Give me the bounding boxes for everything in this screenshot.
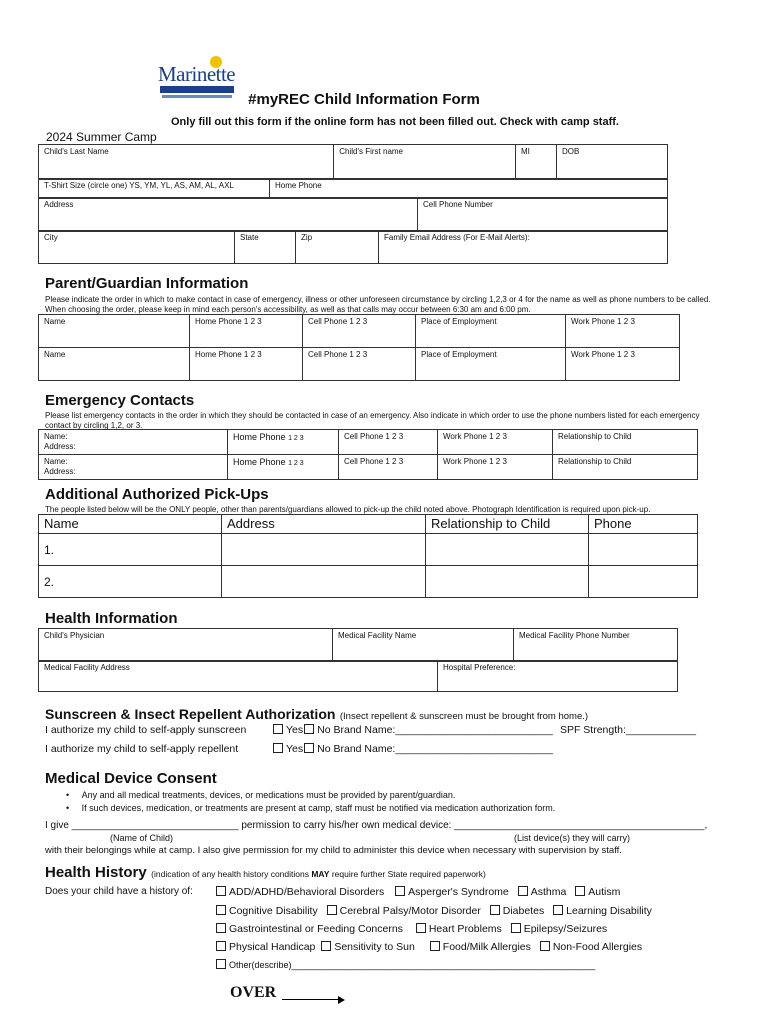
autism-checkbox[interactable] [575,886,585,896]
learning-disability-label: Learning Disability [566,905,652,917]
cognitive-checkbox[interactable] [216,905,226,915]
asperger-checkbox[interactable] [395,886,405,896]
non-food-allergies-label: Non-Food Allergies [552,941,643,953]
logo-text: Marinette [158,62,236,86]
tshirt-size-field[interactable]: T-Shirt Size (circle one) YS, YM, YL, AS, AM, AL, AXL [39,179,270,199]
arrow-right-icon [338,996,345,1004]
i-give-label: I give [45,820,69,831]
other-blank[interactable]: ____________________________________________________ [291,959,596,971]
zip-field[interactable]: Zip [296,231,379,264]
sunscreen-no-checkbox[interactable] [304,724,314,734]
repellent-label: I authorize my child to self-apply repellent [45,743,239,755]
parent1-home-phone-field[interactable]: Home Phone 1 2 3 [190,315,303,348]
history-row-3 [216,923,607,935]
asthma-label: Asthma [530,886,567,898]
city-field[interactable]: City [39,231,235,264]
cerebral-palsy-label: Cerebral Palsy/Motor Disorder [339,905,481,917]
pickup1-address-field[interactable] [222,534,426,566]
history-question: Does your child have a history of: [45,886,193,897]
device-heading: Medical Device Consent [45,770,217,787]
camp-label: 2024 Summer Camp [46,130,157,144]
child-last-name-field[interactable]: Child's Last Name [39,145,334,180]
child-mi-field[interactable]: MI [516,145,557,180]
parent1-cell-phone-field[interactable]: Cell Phone 1 2 3 [303,315,416,348]
sunscreen-line [45,724,696,736]
emergency1-cell-phone-field[interactable]: Cell Phone 1 2 3 [339,430,438,455]
history-heading-row [45,864,486,882]
device-caption: (List device(s) they will carry) [514,833,631,843]
device-bullet-1: • Any and all medical treatments, devices, or medications must be provided by parent/guardian. [66,790,456,800]
pickup2-relationship-field[interactable] [426,566,589,598]
emergency-instructions: Please list emergency contacts in the order in which they should be contacted in case of an emergency. Also indicate in which order to use the phone numbers listed for each emergency contact by circling 1,2, or 3. [45,411,700,430]
history-row-4 [216,941,642,953]
form-note: Only fill out this form if the online form has not been filled out. Check with camp staff. [171,116,619,128]
spf-blank[interactable]: ____________ [625,724,696,736]
sun-sensitivity-label: Sensitivity to Sun [334,941,415,953]
heart-checkbox[interactable] [416,923,426,933]
facility-phone-field[interactable]: Medical Facility Phone Number [514,629,678,662]
pickups-header-relationship: Relationship to Child [426,515,589,534]
name-caption: (Name of Child) [110,833,174,843]
emergency1-name-field[interactable]: Name: Address: [39,430,228,455]
child-info-table [38,144,668,180]
pickups-header-address: Address [222,515,426,534]
epilepsy-label: Epilepsy/Seizures [523,923,608,935]
autism-label: Autism [588,886,621,898]
repellent-brand-blank[interactable]: ___________________________ [395,743,554,755]
sunscreen-label: I authorize my child to self-apply sunscreen [45,724,247,736]
pickup2-name-field[interactable]: 2. [39,566,222,598]
pickup2-address-field[interactable] [222,566,426,598]
asthma-checkbox[interactable] [518,886,528,896]
parent1-employment-field[interactable]: Place of Employment [416,315,566,348]
emergency2-relationship-field[interactable]: Relationship to Child [553,455,698,480]
sunscreen-brand-blank[interactable]: ___________________________ [395,724,554,736]
emergency2-home-phone-field[interactable]: Home Phone 1 2 3 [228,455,339,480]
emergency1-home-phone-field[interactable]: Home Phone 1 2 3 [228,430,339,455]
food-allergies-checkbox[interactable] [430,941,440,951]
emergency1-relationship-field[interactable]: Relationship to Child [553,430,698,455]
address-field[interactable]: Address [39,198,418,232]
arrow-line [282,999,342,1000]
pickup1-name-field[interactable]: 1. [39,534,222,566]
health-table-2 [38,660,678,692]
asperger-label: Asperger's Syndrome [408,886,509,898]
facility-name-field[interactable]: Medical Facility Name [333,629,514,662]
repellent-yes-checkbox[interactable] [273,743,283,753]
permission-label: permission to carry his/her own medical device: [241,820,452,831]
sunscreen-heading: Sunscreen & Insect Repellent Authorization [45,706,336,722]
other-checkbox[interactable] [216,959,226,969]
pickups-header-phone: Phone [589,515,698,534]
pickup2-phone-field[interactable] [589,566,698,598]
belongings-text: with their belongings while at camp. I also give permission for my child to administer this device when necessary with supervision by staff. [45,845,622,856]
parent2-home-phone-field[interactable]: Home Phone 1 2 3 [190,348,303,381]
sunscreen-note: (Insect repellent & sunscreen must be brought from home.) [339,711,589,722]
history-heading: Health History [45,864,147,881]
sunscreen-yes-checkbox[interactable] [273,724,283,734]
child-name-blank[interactable]: ______________________________ [71,820,239,831]
history-row-2 [216,905,652,917]
non-food-allergies-checkbox[interactable] [540,941,550,951]
repellent-yes-label: Yes [286,743,304,755]
physician-field[interactable]: Child's Physician [39,629,333,662]
spf-label: SPF Strength: [559,724,626,736]
history-row-1 [216,886,620,898]
gastro-checkbox[interactable] [216,923,226,933]
pickup1-relationship-field[interactable] [426,534,589,566]
add-adhd-checkbox[interactable] [216,886,226,896]
other-label: Other(describe) [229,960,292,970]
repellent-no-label: No Brand Name: [317,743,396,755]
pickups-header-name: Name [39,515,222,534]
sunscreen-no-label: No Brand Name: [317,724,396,736]
emergency2-work-phone-field[interactable]: Work Phone 1 2 3 [438,455,553,480]
heart-label: Heart Problems [428,923,502,935]
repellent-line [45,743,553,755]
child-dob-field[interactable]: DOB [557,145,668,180]
facility-address-field[interactable]: Medical Facility Address [39,661,438,692]
health-table [38,628,678,662]
over-label: OVER [230,984,277,1001]
physical-handicap-label: Physical Handicap [229,941,316,953]
emergency1-work-phone-field[interactable]: Work Phone 1 2 3 [438,430,553,455]
parent2-employment-field[interactable]: Place of Employment [416,348,566,381]
parent1-name-field[interactable]: Name [39,315,190,348]
history-other-row [216,959,595,971]
parent-heading: Parent/Guardian Information [45,275,249,292]
device-bullet-2: • If such devices, medication, or treatments are present at camp, staff must be notified via medication authorization form. [66,803,556,813]
parent1-work-phone-field[interactable]: Work Phone 1 2 3 [566,315,680,348]
emergency-table [38,429,698,480]
pickups-instructions: The people listed below will be the ONLY people, other than parents/guardians allowed to pick-up the child noted above. Photograph Identification is required upon pick-up. [45,505,651,514]
emergency2-cell-phone-field[interactable]: Cell Phone 1 2 3 [339,455,438,480]
child-info-table-4 [38,230,668,264]
food-allergies-label: Food/Milk Allergies [442,941,531,953]
pickups-table [38,514,698,598]
sunscreen-heading-row [45,706,588,724]
diabetes-label: Diabetes [502,905,545,917]
home-phone-field[interactable]: Home Phone [270,179,668,199]
parent-table [38,314,680,381]
parent2-name-field[interactable]: Name [39,348,190,381]
cell-phone-field[interactable]: Cell Phone Number [418,198,668,232]
cerebral-palsy-checkbox[interactable] [327,905,337,915]
diabetes-checkbox[interactable] [490,905,500,915]
repellent-no-checkbox[interactable] [304,743,314,753]
form-title: #myREC Child Information Form [248,91,480,108]
child-info-table-2 [38,178,668,199]
child-first-name-field[interactable]: Child's First name [334,145,516,180]
sunscreen-yes-label: Yes [286,724,304,736]
cognitive-label: Cognitive Disability [229,905,318,917]
hospital-preference-field[interactable]: Hospital Preference: [438,661,678,692]
child-info-table-3 [38,197,668,232]
state-field[interactable]: State [235,231,296,264]
email-field[interactable]: Family Email Address (For E-Mail Alerts): [379,231,668,264]
gastro-label: Gastrointestinal or Feeding Concerns [229,923,403,935]
parent2-work-phone-field[interactable]: Work Phone 1 2 3 [566,348,680,381]
health-heading: Health Information [45,610,178,627]
parent-instructions: Please indicate the order in which to make contact in case of emergency, illness or other unforeseen circumstance by circling 1,2,3 or 4 for the name as well as phone numbers to be called. When choosing the order, please keep in mind each person's accessibility, as well as that calls may occur between 6:30 am and 6:00 pm. [45,295,711,314]
pickups-heading: Additional Authorized Pick-Ups [45,486,269,503]
history-note: (indication of any health history conditions MAY require further State required paperwork) [151,869,486,879]
sun-sensitivity-checkbox[interactable] [321,941,331,951]
parent2-cell-phone-field[interactable]: Cell Phone 1 2 3 [303,348,416,381]
device-permission-line [45,820,707,831]
add-adhd-label: ADD/ADHD/Behavioral Disorders [229,886,385,898]
emergency2-name-field[interactable]: Name: Address: [39,455,228,480]
epilepsy-checkbox[interactable] [511,923,521,933]
physical-handicap-checkbox[interactable] [216,941,226,951]
emergency-heading: Emergency Contacts [45,392,195,409]
pickup1-phone-field[interactable] [589,534,698,566]
learning-disability-checkbox[interactable] [553,905,563,915]
device-blank[interactable]: _____________________________________________, [454,820,708,831]
